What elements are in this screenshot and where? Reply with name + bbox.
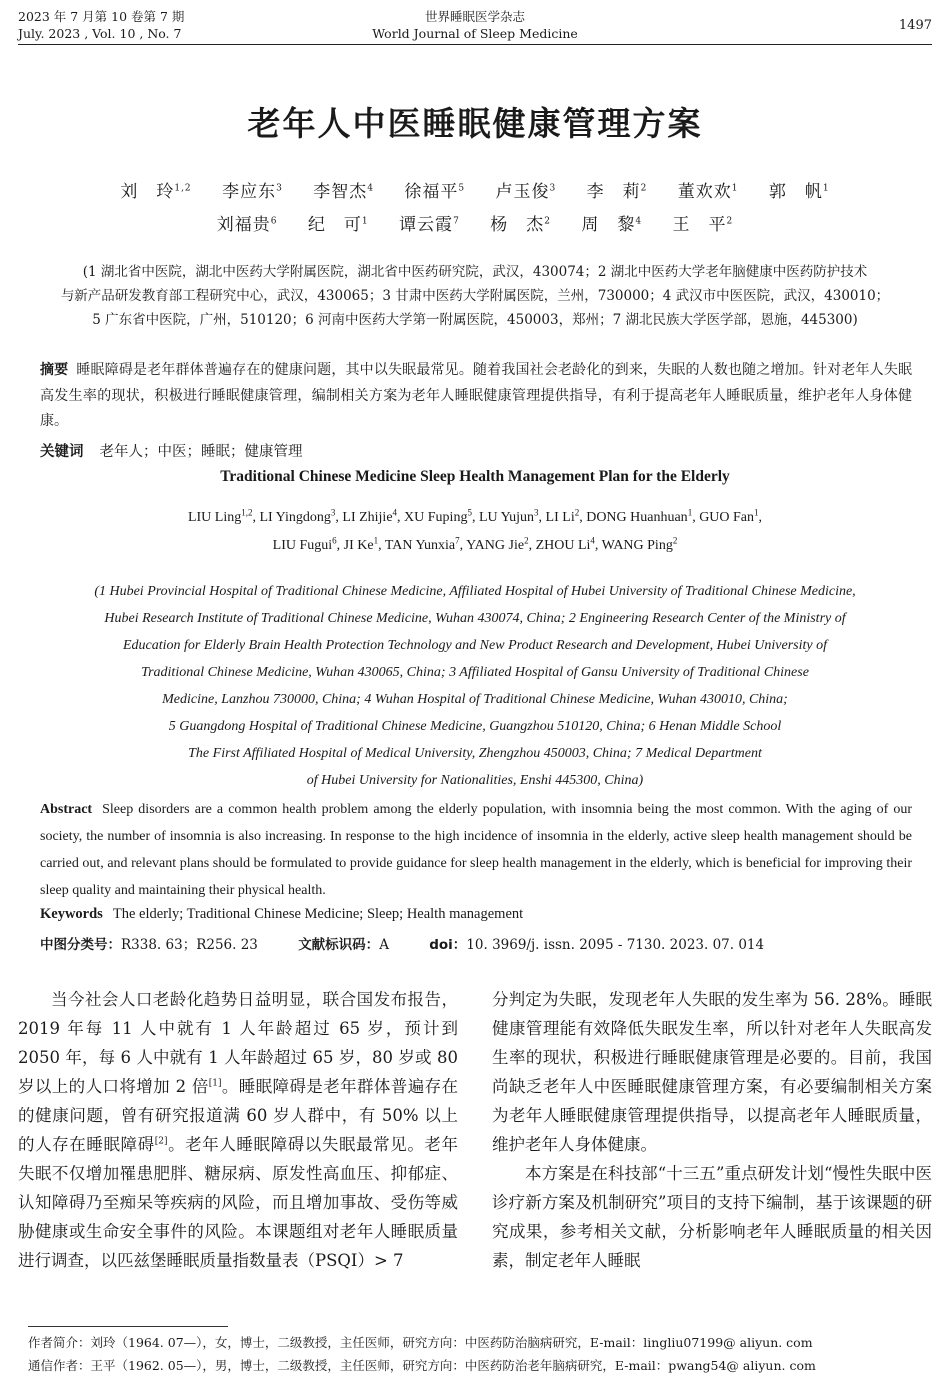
en-title: Traditional Chinese Medicine Sleep Health Management Plan for the Elderly <box>220 468 730 485</box>
footnote-rule <box>28 1326 228 1327</box>
cn-affiliation-line: (1 湖北省中医院，湖北中医药大学附属医院，湖北省中医药研究院，武汉，430074；2 湖北中医药大学老年脑健康中医药防护技术 <box>82 264 868 280</box>
en-author: LU Yujun$^3$, <box>478 507 543 525</box>
journal-name-cn: 世界睡眠医学杂志 <box>424 9 525 24</box>
en-author: TAN Yunxia$^7$, <box>384 535 464 553</box>
clc-code: 中图分类号：R338. 63；R256. 23 <box>40 937 258 953</box>
en-author: LI Zhijie$^4$, <box>342 507 401 525</box>
cn-author: 李应东$^3$ <box>222 182 283 202</box>
en-authors-row1 <box>0 507 950 526</box>
en-abstract-text: Sleep disorders are a common health problem among the elderly population, with insomnia being the most common. With the aging of our society, the number of insomnia is also increasing. In response to the high incidence of insomnia in the elderly, active sleep health management should be carried out, and relevant plans should be formulated to provide guidance for sleep health management in the elderly, which is beneficial for improving their sleep quality and maintaining their physical health. <box>40 802 912 898</box>
cn-author: 纪 可$^1$ <box>307 215 369 235</box>
en-abstract-label: Abstract <box>40 802 93 817</box>
body-paragraph: 分判定为失眠，发现老年人失眠的发生率为 56. 28%。睡眠健康管理能有效降低失眠发生率，所以针对老年人失眠高发生率的现状，积极进行睡眠健康管理是必要的。目前，我国尚缺乏老年人中医睡眠健康管理方案，有必要编制相关方案为老年人睡眠健康管理提供指导，以提高老年人睡眠质量，维护老年人身体健康。 <box>492 990 932 1154</box>
en-affiliations <box>30 578 920 794</box>
cn-author: 周 黎$^4$ <box>581 215 643 235</box>
issue-line-en: July. 2023 , Vol. 10 , No. 7 <box>18 26 182 41</box>
en-keywords-label: Keywords <box>40 906 103 922</box>
cn-affiliation-line: 与新产品研发教育部工程研究中心，武汉，430065；3 甘肃中医药大学附属医院，兰州，730000；4 武汉市中医医院，武汉，430010； <box>60 288 890 304</box>
body-paragraph: 本方案是在科技部“十三五”重点研发计划“慢性失眠中医诊疗新方案及机制研究”项目的支持下编制，基于该课题的研究成果，参考相关文献，分析影响老年人睡眠质量的相关因素，制定老年人睡眠 <box>492 1164 932 1270</box>
classification-line <box>40 933 800 953</box>
cn-keywords-label: 关键词 <box>40 444 84 460</box>
en-author: WANG Ping$^2$ <box>601 535 678 553</box>
cn-author: 王 平$^2$ <box>672 215 734 235</box>
journal-name <box>0 8 950 42</box>
en-author: LI Li$^2$, <box>545 507 583 525</box>
cn-abstract-text: 睡眠障碍是老年群体普遍存在的健康问题，其中以失眠最常见。随着我国社会老龄化的到来，失眠的人数也随之增加。针对老年人失眠高发生率的现状，积极进行睡眠健康管理，编制相关方案为老年人睡眠健康管理提供指导，有利于提高老年人睡眠质量，维护老年人身体健康。 <box>40 362 913 429</box>
en-author: DONG Huanhuan$^1$, <box>586 507 696 525</box>
citation-ref[interactable]: [1] <box>208 1078 222 1089</box>
en-keywords <box>40 906 523 923</box>
en-author: ZHOU Li$^4$, <box>535 535 599 553</box>
en-affiliation-line: Hubei Research Institute of Traditional Chinese Medicine, Wuhan 430074, China; 2 Engineering Research Center of the Ministry of <box>104 611 846 626</box>
cn-author: 董欢欢$^1$ <box>677 182 739 202</box>
cn-author: 杨 杰$^2$ <box>490 215 551 235</box>
en-author: LI Yingdong$^3$, <box>259 507 339 525</box>
cn-author: 李智杰$^4$ <box>313 182 374 202</box>
body-left-column <box>18 985 458 1275</box>
citation-ref[interactable]: [2] <box>154 1136 168 1147</box>
cn-affiliation-line: 5 广东省中医院，广州，510120；6 河南中医药大学第一附属医院，450003，郑州；7 湖北民族大学医学部，恩施，445300) <box>92 312 858 328</box>
en-affiliation-line: Medicine, Lanzhou 730000, China; 4 Wuhan Hospital of Traditional Chinese Medicine, Wuhan 430010, China; <box>162 692 788 707</box>
page-number: 1497 <box>898 18 932 33</box>
cn-author: 郭 帆$^1$ <box>768 182 830 202</box>
en-affiliation-line: The First Affiliated Hospital of Medical University, Zhengzhou 450003, China; 7 Medical Department <box>188 746 762 761</box>
cn-author: 徐福平$^5$ <box>404 182 466 202</box>
body-paragraph: 当今社会人口老龄化趋势日益明显，联合国发布报告，2019 年每 11 人中就有 1 人年龄超过 65 岁，预计到 2050 年，每 6 人中就有 1 人年龄超过 65 岁，80 岁或 80 岁以上的人口将增加 2 倍[1]。睡眠障碍是老年群体普遍存在的健康问题，曾有研究报道满 60 岁人群中，有 50% 以上的人存在睡眠障碍[2]。老年人睡眠障碍以失眠最常见。老年失眠不仅增加罹患肥胖、糖尿病、原发性高血压、抑郁症、认知障碍乃至痴呆等疾病的风险，而且增加事故、受伤等威胁健康或生命安全事件的风险。本课题组对老年人睡眠质量进行调查，以匹兹堡睡眠质量指数量表（PSQI）> 7 <box>18 990 459 1270</box>
cn-authors-row1 <box>0 177 950 202</box>
cn-author: 刘福贵$^6$ <box>216 215 278 235</box>
corresponding-author-footnote: 通信作者：王平（1962. 05—），男，博士，二级教授，主任医师，研究方向：中医药防治老年脑病研究，E-mail：pwang54@ aliyun. com <box>28 1358 816 1373</box>
en-affiliation-line: of Hubei University for Nationalities, Enshi 445300, China) <box>306 773 644 788</box>
doi: doi：10. 3969/j. issn. 2095 - 7130. 2023. 07. 014 <box>429 937 765 953</box>
journal-name-en: World Journal of Sleep Medicine <box>372 26 578 41</box>
en-authors-row2 <box>0 535 950 554</box>
en-abstract <box>40 796 912 904</box>
cn-author: 谭云霞$^7$ <box>399 215 460 235</box>
issue-line-cn: 2023 年 7 月第 10 卷第 7 期 <box>18 9 185 24</box>
cn-author: 李 莉$^2$ <box>586 182 648 202</box>
en-author: LIU Ling$^{1,2}$, <box>187 507 256 525</box>
article-title: 老年人中医睡眠健康管理方案 <box>247 104 703 143</box>
cn-abstract <box>40 358 912 435</box>
document-code: 文献标识码：A <box>298 937 389 953</box>
cn-affiliations <box>40 260 910 332</box>
cn-author: 刘 玲$^{1,2}$ <box>120 182 192 202</box>
en-affiliation-line: Traditional Chinese Medicine, Wuhan 430065, China; 3 Affiliated Hospital of Gansu University of Traditional Chinese <box>141 665 809 680</box>
cn-authors-row2 <box>0 210 950 235</box>
en-author: JI Ke$^1$, <box>343 535 382 553</box>
cn-keywords-text: 老年人；中医；睡眠；健康管理 <box>99 444 303 460</box>
body-right-column <box>492 985 932 1275</box>
en-author: YANG Jie$^2$, <box>466 535 533 553</box>
author-intro-footnote: 作者简介：刘玲（1964. 07—），女，博士，二级教授，主任医师，研究方向：中医药防治脑病研究，E-mail：lingliu07199@ aliyun. com <box>28 1335 813 1350</box>
en-affiliation-line: Education for Elderly Brain Health Protection Technology and New Product Research and Development, Hubei University of <box>122 638 827 653</box>
cn-keywords <box>40 440 303 461</box>
cn-abstract-label: 摘要 <box>40 362 69 378</box>
en-author: XU Fuping$^5$, <box>404 507 476 525</box>
en-keywords-text: The elderly; Traditional Chinese Medicine; Sleep; Health management <box>112 906 524 922</box>
en-affiliation-line: 5 Guangdong Hospital of Traditional Chinese Medicine, Guangzhou 510120, China; 6 Henan Middle School <box>168 719 782 734</box>
en-author: LIU Fugui$^6$, <box>272 535 341 553</box>
header-rule <box>18 44 932 45</box>
en-author: GUO Fan$^1$, <box>699 507 763 525</box>
cn-author: 卢玉俊$^3$ <box>495 182 557 202</box>
en-affiliation-line: (1 Hubei Provincial Hospital of Traditional Chinese Medicine, Affiliated Hospital of Hubei University of Traditional Chinese Medicine, <box>94 584 856 599</box>
